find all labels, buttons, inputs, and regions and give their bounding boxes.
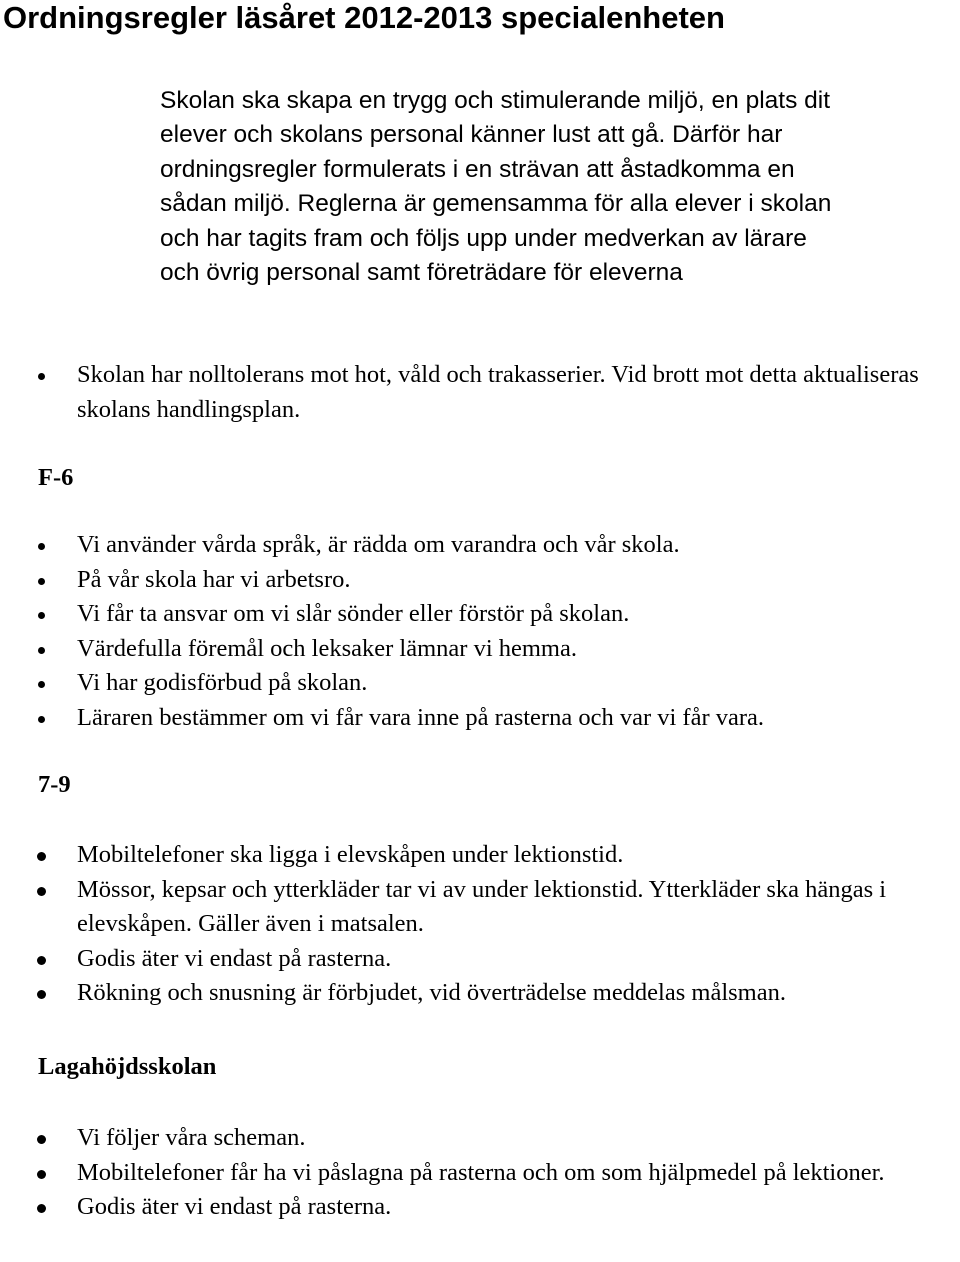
rule-text: Mössor, kepsar och ytterkläder tar vi av under lektionstid. Ytterkläder ska hängas i elevskåpen. Gäller även i matsalen. (77, 875, 887, 937)
bullet-icon (38, 373, 45, 380)
bullet-icon (37, 887, 46, 896)
section-heading-7-9: 7-9 (38, 771, 71, 798)
bullet-icon (38, 543, 45, 550)
list-item (0, 701, 960, 736)
bullet-icon (37, 956, 46, 965)
rule-text: Vi har godisförbud på skolan. (77, 669, 368, 696)
section-heading-lagahojdsskolan: Lagahöjdsskolan (38, 1053, 217, 1080)
bullet-icon (37, 990, 46, 999)
section-heading-f6: F-6 (38, 464, 74, 491)
list-item (0, 358, 960, 427)
bullet-icon (37, 852, 46, 861)
rule-text: Godis äter vi endast på rasterna. (77, 1193, 392, 1220)
rule-text: Godis äter vi endast på rasterna. (77, 944, 392, 972)
list-item (0, 1156, 960, 1191)
rule-text: Mobiltelefoner ska ligga i elevskåpen under lektionstid. (77, 841, 624, 868)
intro-paragraph: Skolan ska skapa en trygg och stimulerande miljö, en plats dit elever och skolans personal känner lust att gå. Därför har ordningsregler formulerats i en strävan att åstadkomma en sådan miljö. Reglerna är gemensamma för alla elever i skolan och har tagits fram och följs upp under medverkan av lärare och övrig personal samt företrädare för eleverna (160, 87, 832, 287)
list-item (0, 528, 960, 563)
rule-text: Värdefulla föremål och leksaker lämnar vi hemma. (77, 634, 577, 662)
general-rules-list (0, 358, 960, 427)
list-item (0, 632, 960, 667)
bullet-icon (38, 681, 45, 688)
bullet-icon (37, 1170, 46, 1179)
list-item (0, 1190, 960, 1225)
lagahojdsskolan-rules-list (0, 1121, 960, 1225)
bullet-icon (37, 1204, 46, 1213)
list-item (0, 942, 960, 977)
rule-text: Läraren bestämmer om vi får vara inne på rasterna och var vi får vara. (77, 703, 765, 731)
list-item (0, 838, 960, 873)
list-item (0, 873, 960, 942)
bullet-icon (38, 716, 45, 723)
list-item (0, 563, 960, 598)
bullet-icon (38, 612, 45, 619)
list-item (0, 597, 960, 632)
list-item (0, 666, 960, 701)
bullet-icon (37, 1135, 46, 1144)
bullet-icon (38, 578, 45, 585)
f6-rules-list (0, 528, 960, 735)
rule-text: Skolan har nolltolerans mot hot, våld och trakasserier. Vid brott mot detta aktualiseras skolans handlingsplan. (77, 361, 919, 423)
7-9-rules-list (0, 838, 960, 1011)
bullet-icon (38, 647, 45, 654)
list-item (0, 1121, 960, 1156)
page-title: Ordningsregler läsåret 2012-2013 specialenheten (3, 0, 725, 35)
list-item (0, 976, 960, 1011)
rule-text: Rökning och snusning är förbjudet, vid överträdelse meddelas målsman. (77, 979, 786, 1006)
rule-text: Vi får ta ansvar om vi slår sönder eller förstör på skolan. (77, 600, 630, 627)
rule-text: Vi använder vårda språk, är rädda om varandra och vår skola. (77, 531, 680, 558)
rule-text: Vi följer våra scheman. (77, 1124, 306, 1151)
rule-text: Mobiltelefoner får ha vi påslagna på rasterna och om som hjälpmedel på lektioner. (77, 1158, 885, 1186)
rule-text: På vår skola har vi arbetsro. (77, 565, 351, 593)
